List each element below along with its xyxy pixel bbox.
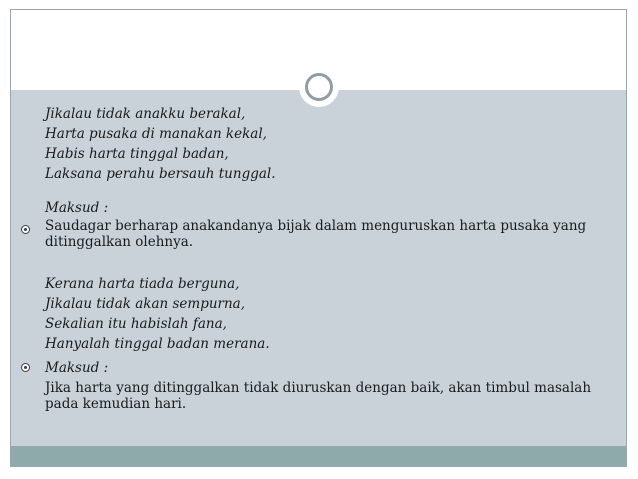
stanza-1 [45,104,276,184]
maksud-2-line: pada kemudian hari. [45,396,187,412]
maksud-1-label: Maksud : [45,200,109,216]
stanza-1-line: Jikalau tidak anakku berakal, [45,106,246,122]
circle-ornament-icon [305,73,333,101]
maksud-2-label: Maksud : [45,360,109,376]
stanza-2-line: Hanyalah tinggal badan merana. [45,336,270,352]
maksud-1-line: ditinggalkan olehnya. [45,234,194,250]
slide-content-area [11,90,626,448]
bullet-icon [21,225,30,234]
bullet-icon [21,363,30,372]
stanza-2-line: Jikalau tidak akan sempurna, [45,296,246,312]
stanza-2-line: Sekalian itu habislah fana, [45,316,227,332]
stanza-1-line: Habis harta tinggal badan, [45,146,229,162]
maksud-1-text [45,218,586,250]
stanza-1-line: Laksana perahu bersauh tunggal. [45,166,276,182]
stanza-2-line: Kerana harta tiada berguna, [45,276,240,292]
maksud-2-text [45,380,591,412]
stanza-2 [45,274,270,354]
maksud-2-line: Jika harta yang ditinggalkan tidak diuruskan dengan baik, akan timbul masalah [45,380,592,396]
stanza-1-line: Harta pusaka di manakan kekal, [45,126,267,142]
footer-bar [11,446,626,466]
maksud-1-line: Saudagar berharap anakandanya bijak dalam menguruskan harta pusaka yang [45,218,587,234]
slide [10,9,627,467]
